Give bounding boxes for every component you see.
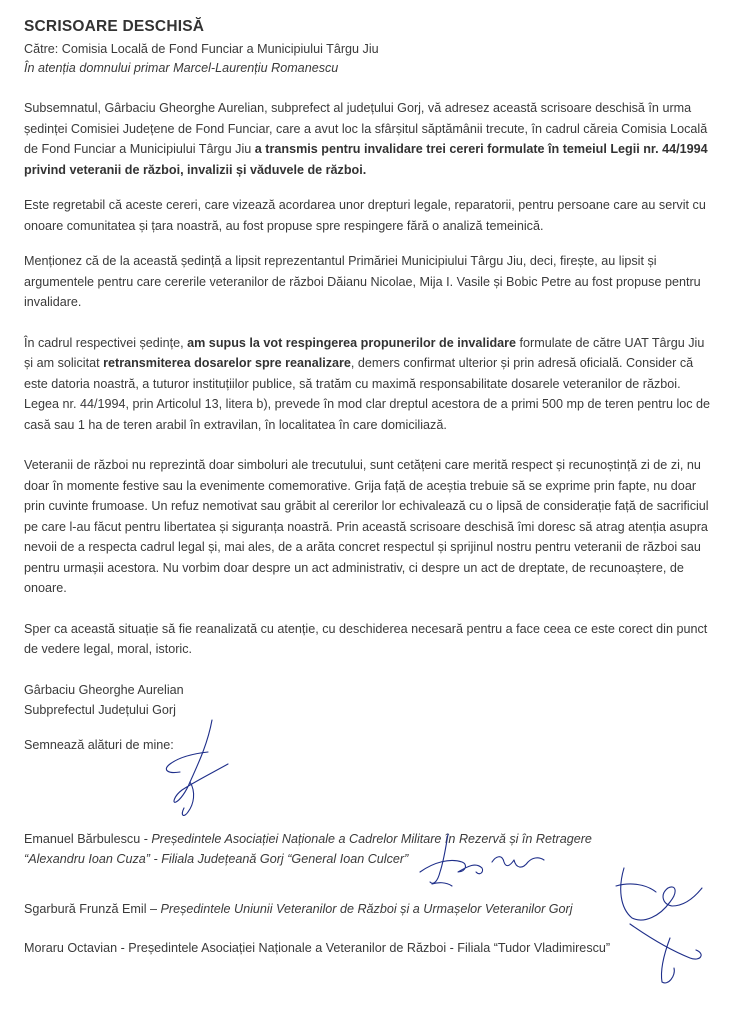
cosigner-1-name: Emanuel Bărbulescu - <box>24 832 152 846</box>
paragraph-1-text: Subsemnatul, Gârbaciu Gheorghe Aurelian, subprefect al județului Gorj, vă adresez această scrisoare deschisă în urma ședinței Comisiei Județene de Fond Funciar, care a avut loc la sfârșitul săptămânii trecute, în cadrul căreia Comisia Locală de Fond Funciar a Municipiului Târgu Jiu <box>24 101 708 156</box>
cosigner-2 <box>24 899 573 919</box>
paragraph-5: Veteranii de război nu reprezintă doar simboluri ale trecutului, sunt cetățeni care merită respect și recunoștință zi de zi, nu doar în momente festive sau la evenimente comemorative. Grija față de aceștia trebuie să se exprime prin fapte, nu doar prin cuvinte frumoase. Un refuz nemotivat sau grăbit al cererilor lor echivalează cu o lipsă de considerație față de sacrificiul pe care l-au făcut pentru libertatea și siguranța noastră. Prin această scrisoare deschisă îmi doresc să atrag atenția asupra nevoii de a respecta cadrul legal și, mai ales, de a arăta concret respectul și sprijinul nostru pentru veteranii de război sau pentru urmașii acestora. Nu vorbim doar despre un act administrativ, ci despre un act de dreptate, de recunoaștere, de onoare. <box>24 458 709 595</box>
cosign-intro: Semnează alături de mine: <box>24 737 174 752</box>
paragraph-2: Este regretabil că aceste cereri, care vizează acordarea unor drepturi legale, reparatorii, pentru persoane care au servit cu onoare comunitatea și țara noastră, au fost propuse spre respingere fără o analiză temeinică. <box>24 198 706 233</box>
paragraph-4-c: formulate de către UAT Târgu Jiu și am solicitat <box>24 335 705 370</box>
attention-line: În atenția domnului primar Marcel-Laurențiu Romanescu <box>24 61 339 75</box>
paragraph-6: Sper ca această situație să fie reanalizată cu atenție, cu deschiderea necesară pentru a face ceea ce este corect din punct de vedere legal, moral, istoric. <box>24 621 708 656</box>
recipient-line: Către: Comisia Locală de Fond Funciar a Municipiului Târgu Jiu <box>24 42 379 56</box>
cosigner-1-role: Președintele Asociației Naționale a Cadrelor Militare în Rezervă și în Retragere <box>151 832 592 846</box>
paragraph-4-e: , demers confirmat ulterior și prin adresă oficială. Consider că este datoria noastră, a tuturor instituțiilor publice, să tratăm cu maximă responsabilitate dosarele veteranilor de război. Legea nr. 44/1994, prin Articolul 13, litera b), prevede în mod clar dreptul acestora de a primi 500 mp de teren pentru loc de casă sau 1 ha de teren arabil în extravilan, în localitatea în care domiciliază. <box>24 356 711 432</box>
signer-role: Subprefectul Județului Gorj <box>24 703 176 717</box>
paragraph-1 <box>24 98 714 180</box>
cosigner-2-role: Președintele Uniunii Veteranilor de Război și a Urmașelor Veteranilor Gorj <box>160 902 573 916</box>
cosigner-2-signature <box>610 858 720 988</box>
letter-page <box>24 18 714 755</box>
letter-title: SCRISOARE DESCHISĂ <box>24 18 205 35</box>
paragraph-4-bold-2: retransmiterea dosarelor spre reanalizare <box>103 356 351 370</box>
subprefect-signature <box>150 712 240 824</box>
paragraph-1-bold: a transmis pentru invalidare trei cereri formulate în temeiul Legii nr. 44/1994 privind veteranii de război, invalizii și văduvele de război. <box>24 142 708 177</box>
paragraph-4 <box>24 333 714 436</box>
cosigner-1-signature <box>410 832 560 896</box>
cosigner-3: Moraru Octavian - Președintele Asociației Naționale a Veteranilor de Război - Filiala “Tudor Vladimirescu” <box>24 941 611 955</box>
paragraph-4-bold-1: am supus la vot respingerea propunerilor de invalidare <box>187 335 517 350</box>
cosigner-2-name: Sgarbură Frunză Emil – <box>24 902 161 916</box>
paragraph-3: Menționez că de la această ședință a lipsit reprezentantul Primăriei Municipiului Târgu Jiu, deci, firește, au lipsit și argumentele pentru care cererile veteranilor de război Dăianu Nicolae, Mija I. Vasile și Bobic Petre au fost propuse pentru invalidare. <box>24 254 701 309</box>
signer-name: Gârbaciu Gheorghe Aurelian <box>24 682 184 697</box>
cosigner-1-role-2: “Alexandru Ioan Cuza” - Filiala Județeană Gorj “General Ioan Culcer” <box>24 852 409 866</box>
paragraph-4-a: În cadrul respectivei ședințe, <box>24 335 188 350</box>
